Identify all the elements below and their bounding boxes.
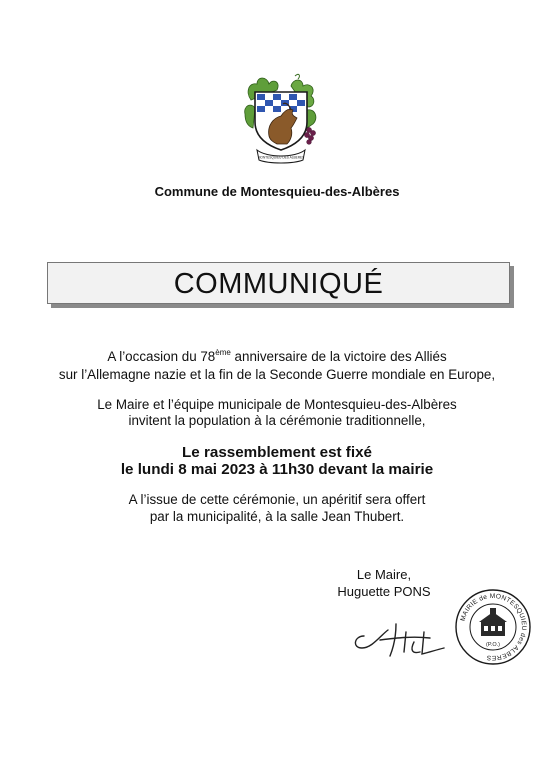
- mayor-name: Huguette PONS: [337, 584, 431, 599]
- mayor-title: Le Maire,: [356, 567, 412, 582]
- mairie-stamp: [454, 588, 532, 666]
- paragraph-line-4: invitent la population à la cérémonie traditionnelle,: [128, 413, 426, 428]
- gathering-line-1: Le rassemblement est fixé: [182, 444, 372, 461]
- stamp-ring-text: MAIRIE de MONTESQUIEU des ALBERES: [459, 592, 528, 662]
- stamp-bottom-text: (P.O.): [486, 642, 500, 648]
- paragraph-line-1: A l’occasion du 78ème anniversaire de la victoire des Alliés: [107, 348, 447, 364]
- superscript-eme: ème: [215, 348, 231, 357]
- gathering-line-2: le lundi 8 mai 2023 à 11h30 devant la mairie: [120, 461, 434, 478]
- banner-title: COMMUNIQUÉ: [173, 268, 384, 300]
- commune-heading: Commune de Montesquieu-des-Albères: [154, 184, 400, 199]
- communique-banner: [47, 262, 510, 304]
- crest-logo: [243, 70, 319, 164]
- crest-motto: MONTESQUIEU DES ALBERES: [257, 155, 305, 160]
- paragraph-line-2: sur l’Allemagne nazie et la fin de la Seconde Guerre mondiale en Europe,: [58, 367, 496, 382]
- paragraph-line-3: Le Maire et l’équipe municipale de Montesquieu-des-Albères: [97, 397, 457, 412]
- mayor-signature: [350, 614, 450, 662]
- paragraph-line-7: A l’issue de cette cérémonie, un apéritif sera offert: [128, 492, 426, 507]
- paragraph-line-8: par la municipalité, à la salle Jean Thubert.: [149, 509, 405, 524]
